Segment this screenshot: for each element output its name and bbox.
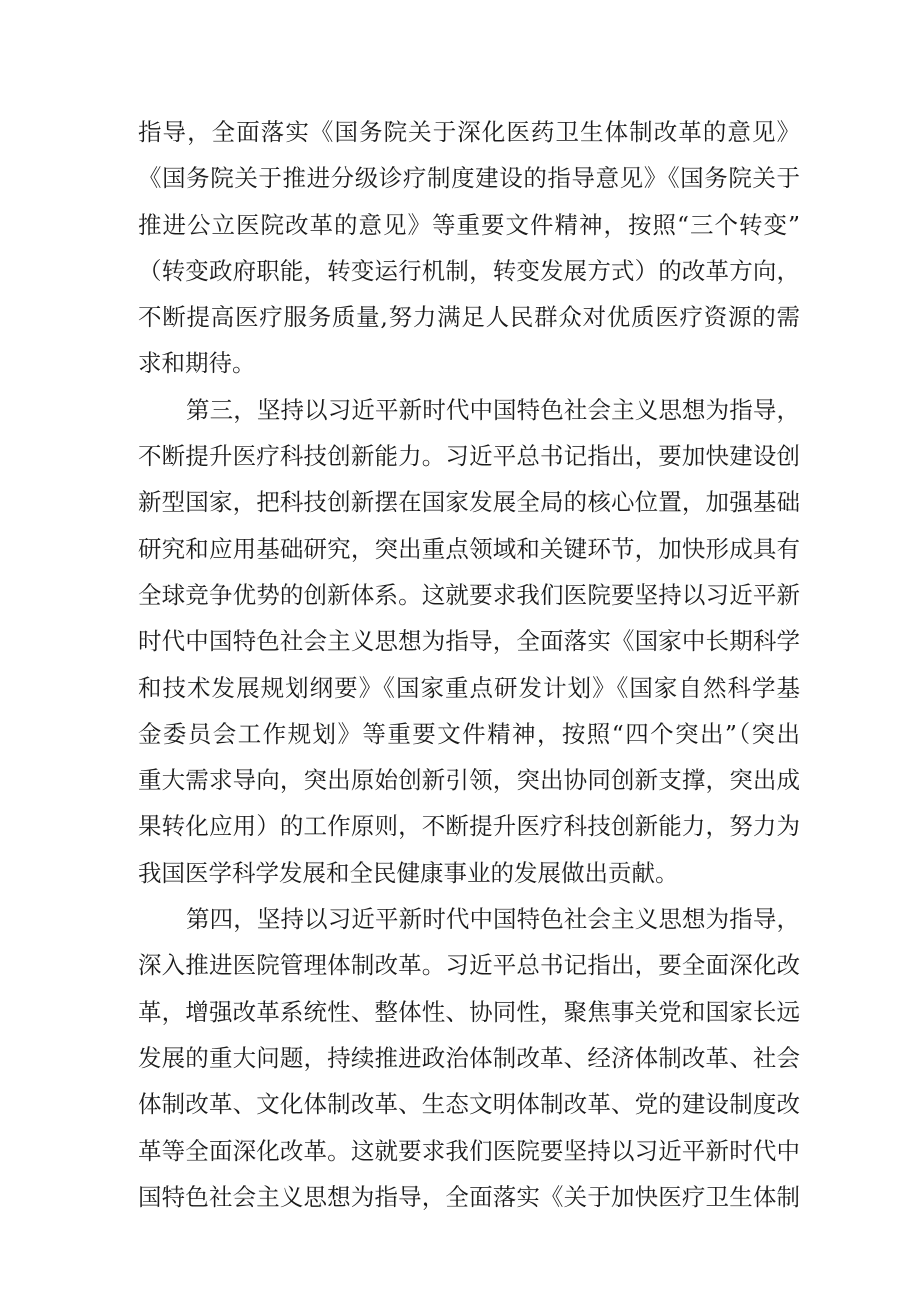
text-line: 我国医学科学发展和全民健康事业的发展做出贡献。 <box>138 858 679 887</box>
text-line: 指导，全面落实《国务院关于深化医药卫生体制改革的意见》 <box>138 118 800 146</box>
text-line: 求和期待。 <box>138 349 256 378</box>
paragraph-continuation <box>138 109 800 387</box>
text-line: 深入推进医院管理体制改革。习近平总书记指出，要全面深化改 <box>138 951 800 980</box>
text-line: 第四，坚持以习近平新时代中国特色社会主义思想为指导， <box>186 905 800 934</box>
text-line: （转变政府职能，转变运行机制，转变发展方式）的改革方向， <box>138 256 800 285</box>
text-line: 和技术发展规划纲要》《国家重点研发计划》《国家自然科学基 <box>138 673 800 702</box>
text-line: 推进公立医院改革的意见》等重要文件精神，按照“三个转变” <box>138 210 800 239</box>
text-line: 《国务院关于推进分级诊疗制度建设的指导意见》《国务院关于 <box>138 164 800 193</box>
document-body <box>138 109 800 1220</box>
text-line: 第三，坚持以习近平新时代中国特色社会主义思想为指导， <box>186 395 800 424</box>
text-line: 金委员会工作规划》等重要文件精神，按照“四个突出”（突出 <box>138 719 800 748</box>
paragraph-fourth <box>138 896 800 1220</box>
text-line: 体制改革、文化体制改革、生态文明体制改革、党的建设制度改 <box>138 1090 800 1119</box>
text-line: 不断提高医疗服务质量,努力满足人民群众对优质医疗资源的需 <box>138 303 800 332</box>
text-line: 革，增强改革系统性、整体性、协同性，聚焦事关党和国家长远 <box>138 997 800 1026</box>
paragraph-third <box>138 387 800 896</box>
text-line: 研究和应用基础研究，突出重点领域和关键环节，加快形成具有 <box>138 534 800 563</box>
text-line: 重大需求导向，突出原始创新引领，突出协同创新支撑，突出成 <box>138 766 800 795</box>
text-line: 不断提升医疗科技创新能力。习近平总书记指出，要加快建设创 <box>138 442 800 471</box>
text-line: 革等全面深化改革。这就要求我们医院要坚持以习近平新时代中 <box>138 1136 800 1165</box>
text-line: 新型国家，把科技创新摆在国家发展全局的核心位置，加强基础 <box>138 488 800 517</box>
text-line: 全球竞争优势的创新体系。这就要求我们医院要坚持以习近平新 <box>138 580 800 609</box>
text-line: 发展的重大问题，持续推进政治体制改革、经济体制改革、社会 <box>138 1043 800 1072</box>
text-line: 国特色社会主义思想为指导，全面落实《关于加快医疗卫生体制 <box>138 1182 800 1211</box>
text-line: 时代中国特色社会主义思想为指导，全面落实《国家中长期科学 <box>138 627 800 656</box>
text-line: 果转化应用）的工作原则，不断提升医疗科技创新能力，努力为 <box>138 812 800 841</box>
